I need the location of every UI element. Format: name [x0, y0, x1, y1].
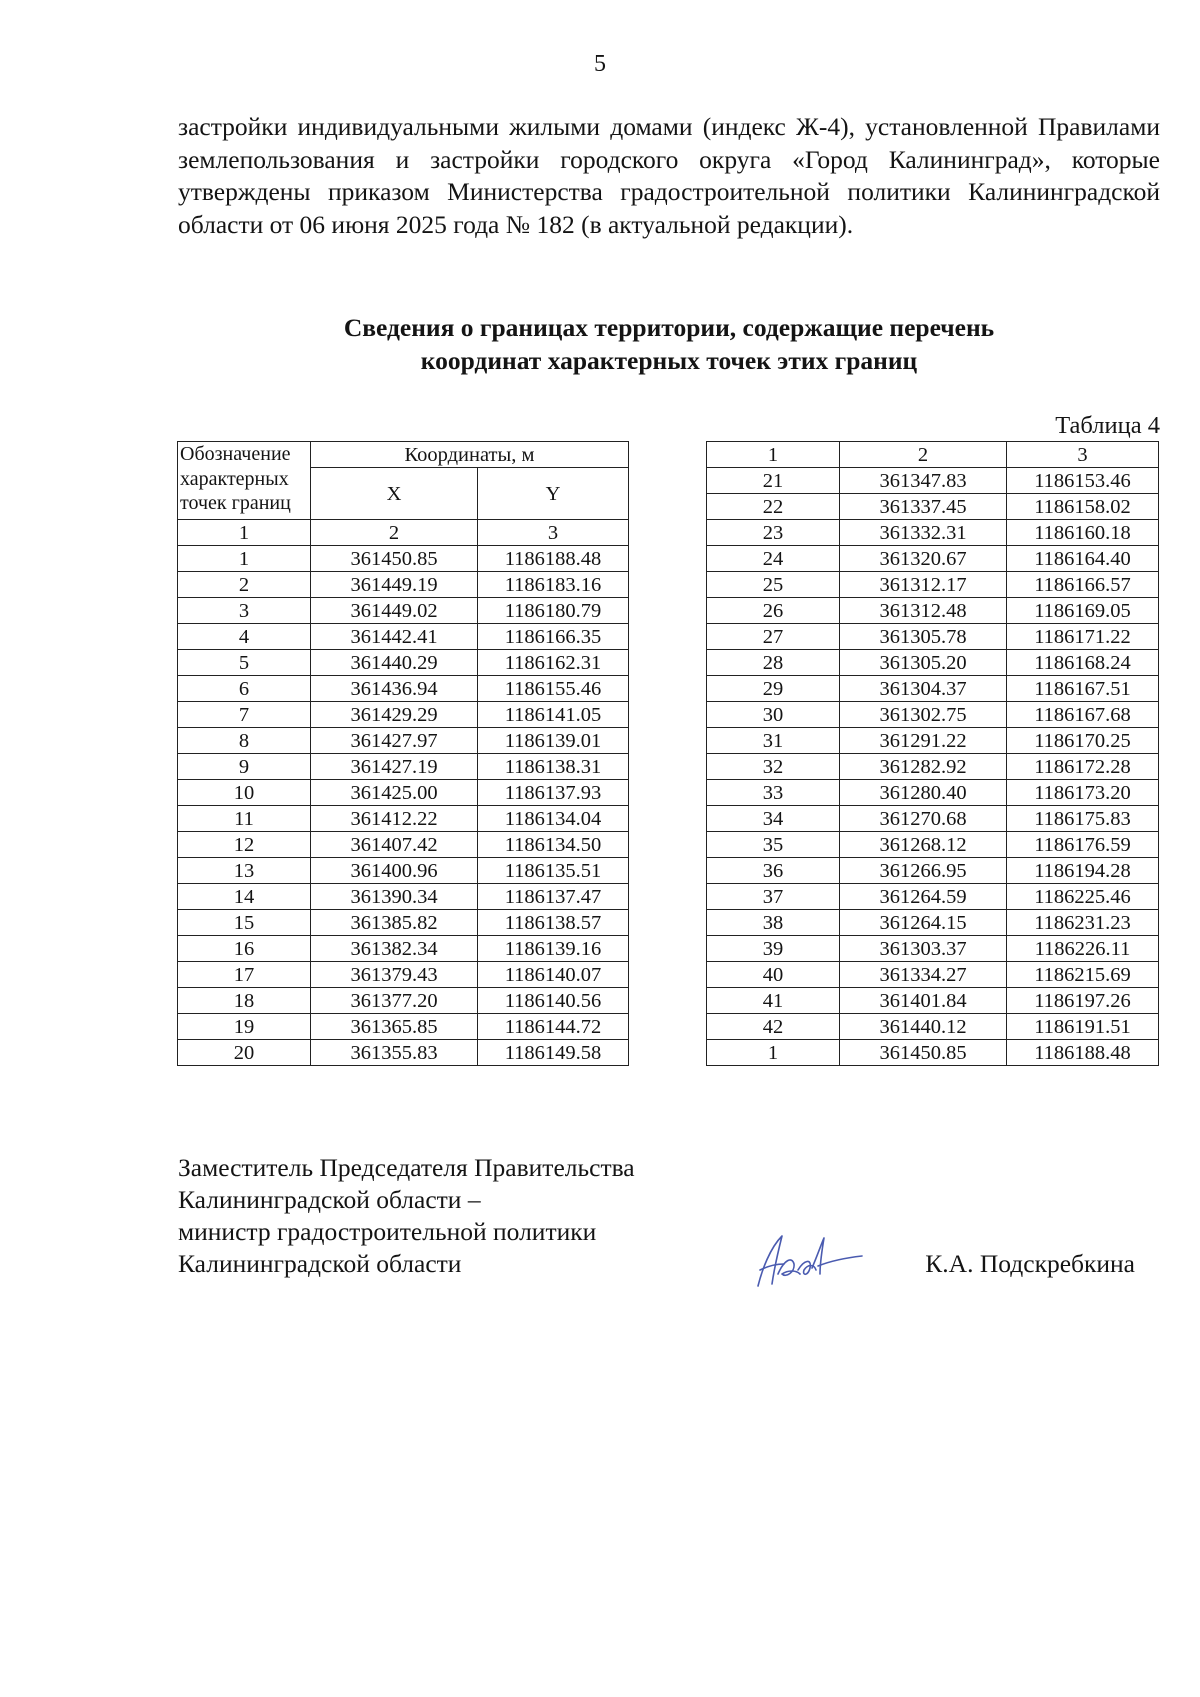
y-coordinate-cell: 1186188.48: [1007, 1040, 1159, 1066]
point-number-cell: 41: [707, 988, 840, 1014]
table-row: [707, 494, 1159, 520]
x-coordinate-cell: 361379.43: [311, 962, 478, 988]
table-row: [707, 780, 1159, 806]
y-coordinate-cell: 1186173.20: [1007, 780, 1159, 806]
point-number-cell: 7: [178, 702, 311, 728]
table-caption: Таблица 4: [1055, 412, 1160, 439]
column-number-row: [178, 520, 629, 546]
y-coordinate-cell: 1186225.46: [1007, 884, 1159, 910]
y-coordinate-cell: 1186153.46: [1007, 468, 1159, 494]
table-row: [178, 754, 629, 780]
point-number-cell: 13: [178, 858, 311, 884]
x-coordinate-cell: 361365.85: [311, 1014, 478, 1040]
table-row: [707, 1014, 1159, 1040]
point-number-cell: 28: [707, 650, 840, 676]
table-row: [707, 806, 1159, 832]
y-coordinate-cell: 1186140.56: [478, 988, 629, 1014]
coordinates-table-left: [177, 441, 629, 1066]
x-coordinate-cell: 361449.19: [311, 572, 478, 598]
y-coordinate-cell: 1186231.23: [1007, 910, 1159, 936]
x-coordinate-cell: 361268.12: [840, 832, 1007, 858]
x-coordinate-cell: 361450.85: [311, 546, 478, 572]
x-coordinate-cell: 361377.20: [311, 988, 478, 1014]
y-coordinate-cell: 1186172.28: [1007, 754, 1159, 780]
table-header-row: [178, 442, 629, 468]
page-number: 5: [594, 51, 606, 77]
y-coordinate-cell: 1186167.51: [1007, 676, 1159, 702]
y-coordinate-cell: 1186140.07: [478, 962, 629, 988]
y-coordinate-cell: 1186134.04: [478, 806, 629, 832]
y-coordinate-cell: 1186197.26: [1007, 988, 1159, 1014]
point-number-cell: 14: [178, 884, 311, 910]
x-coordinate-cell: 361270.68: [840, 806, 1007, 832]
signatory-line-2: Калининградской области –: [178, 1185, 481, 1214]
table-row: [707, 910, 1159, 936]
x-coordinate-cell: 361407.42: [311, 832, 478, 858]
y-coordinate-cell: 1186162.31: [478, 650, 629, 676]
column-number: 2: [311, 520, 478, 546]
point-number-cell: 36: [707, 858, 840, 884]
y-coordinate-cell: 1186168.24: [1007, 650, 1159, 676]
y-coordinate-cell: 1186169.05: [1007, 598, 1159, 624]
header-y: Y: [478, 468, 629, 520]
x-coordinate-cell: 361304.37: [840, 676, 1007, 702]
x-coordinate-cell: 361427.97: [311, 728, 478, 754]
table-row: [178, 832, 629, 858]
point-number-cell: 35: [707, 832, 840, 858]
point-number-cell: 9: [178, 754, 311, 780]
point-number-cell: 20: [178, 1040, 311, 1066]
point-number-cell: 16: [178, 936, 311, 962]
handwritten-signature: [748, 1230, 866, 1292]
y-coordinate-cell: 1186215.69: [1007, 962, 1159, 988]
table-row: [707, 884, 1159, 910]
table-row: [178, 1040, 629, 1066]
point-number-cell: 2: [178, 572, 311, 598]
y-coordinate-cell: 1186191.51: [1007, 1014, 1159, 1040]
y-coordinate-cell: 1186194.28: [1007, 858, 1159, 884]
x-coordinate-cell: 361312.48: [840, 598, 1007, 624]
x-coordinate-cell: 361303.37: [840, 936, 1007, 962]
column-number: 3: [1007, 442, 1159, 468]
x-coordinate-cell: 361355.83: [311, 1040, 478, 1066]
table-row: [178, 676, 629, 702]
y-coordinate-cell: 1186138.57: [478, 910, 629, 936]
x-coordinate-cell: 361382.34: [311, 936, 478, 962]
point-number-cell: 19: [178, 1014, 311, 1040]
y-coordinate-cell: 1186137.47: [478, 884, 629, 910]
point-number-cell: 6: [178, 676, 311, 702]
table-row: [178, 728, 629, 754]
x-coordinate-cell: 361332.31: [840, 520, 1007, 546]
point-number-cell: 4: [178, 624, 311, 650]
table-row: [178, 650, 629, 676]
table-row: [707, 1040, 1159, 1066]
point-number-cell: 18: [178, 988, 311, 1014]
column-number: 1: [178, 520, 311, 546]
y-coordinate-cell: 1186167.68: [1007, 702, 1159, 728]
table-row: [707, 728, 1159, 754]
x-coordinate-cell: 361425.00: [311, 780, 478, 806]
point-number-cell: 1: [707, 1040, 840, 1066]
point-number-cell: 26: [707, 598, 840, 624]
signer-name: К.А. Подскребкина: [925, 1249, 1135, 1278]
table-row: [707, 520, 1159, 546]
y-coordinate-cell: 1186138.31: [478, 754, 629, 780]
table-row: [707, 546, 1159, 572]
y-coordinate-cell: 1186144.72: [478, 1014, 629, 1040]
y-coordinate-cell: 1186176.59: [1007, 832, 1159, 858]
header-coordinates: Координаты, м: [311, 442, 629, 468]
y-coordinate-cell: 1186171.22: [1007, 624, 1159, 650]
header-x: X: [311, 468, 478, 520]
x-coordinate-cell: 361305.20: [840, 650, 1007, 676]
point-number-cell: 22: [707, 494, 840, 520]
x-coordinate-cell: 361449.02: [311, 598, 478, 624]
point-number-cell: 34: [707, 806, 840, 832]
y-coordinate-cell: 1186188.48: [478, 546, 629, 572]
x-coordinate-cell: 361385.82: [311, 910, 478, 936]
point-number-cell: 8: [178, 728, 311, 754]
y-coordinate-cell: 1186139.16: [478, 936, 629, 962]
header-point-label: Обозначение характерных точек границ: [178, 442, 311, 520]
y-coordinate-cell: 1186149.58: [478, 1040, 629, 1066]
y-coordinate-cell: 1186164.40: [1007, 546, 1159, 572]
y-coordinate-cell: 1186158.02: [1007, 494, 1159, 520]
point-number-cell: 42: [707, 1014, 840, 1040]
point-number-cell: 15: [178, 910, 311, 936]
table-row: [178, 1014, 629, 1040]
point-number-cell: 27: [707, 624, 840, 650]
table-row: [707, 988, 1159, 1014]
section-title-line-2: координат характерных точек этих границ: [420, 346, 918, 375]
y-coordinate-cell: 1186155.46: [478, 676, 629, 702]
table-row: [178, 988, 629, 1014]
y-coordinate-cell: 1186134.50: [478, 832, 629, 858]
point-number-cell: 11: [178, 806, 311, 832]
x-coordinate-cell: 361436.94: [311, 676, 478, 702]
point-number-cell: 25: [707, 572, 840, 598]
y-coordinate-cell: 1186183.16: [478, 572, 629, 598]
x-coordinate-cell: 361266.95: [840, 858, 1007, 884]
x-coordinate-cell: 361401.84: [840, 988, 1007, 1014]
x-coordinate-cell: 361412.22: [311, 806, 478, 832]
table-row: [707, 676, 1159, 702]
point-number-cell: 24: [707, 546, 840, 572]
x-coordinate-cell: 361264.59: [840, 884, 1007, 910]
y-coordinate-cell: 1186139.01: [478, 728, 629, 754]
point-number-cell: 33: [707, 780, 840, 806]
y-coordinate-cell: 1186175.83: [1007, 806, 1159, 832]
table-body-right: [707, 468, 1159, 1066]
table-row: [707, 650, 1159, 676]
table-row: [707, 572, 1159, 598]
table-row: [178, 858, 629, 884]
x-coordinate-cell: 361312.17: [840, 572, 1007, 598]
x-coordinate-cell: 361302.75: [840, 702, 1007, 728]
x-coordinate-cell: 361442.41: [311, 624, 478, 650]
table-body-left: [178, 546, 629, 1066]
point-number-cell: 12: [178, 832, 311, 858]
x-coordinate-cell: 361264.15: [840, 910, 1007, 936]
x-coordinate-cell: 361390.34: [311, 884, 478, 910]
table-row: [178, 702, 629, 728]
table-row: [707, 858, 1159, 884]
point-number-cell: 5: [178, 650, 311, 676]
point-number-cell: 32: [707, 754, 840, 780]
point-number-cell: 39: [707, 936, 840, 962]
x-coordinate-cell: 361280.40: [840, 780, 1007, 806]
point-number-cell: 21: [707, 468, 840, 494]
column-number-row: [707, 442, 1159, 468]
y-coordinate-cell: 1186137.93: [478, 780, 629, 806]
column-number: 2: [840, 442, 1007, 468]
table-row: [178, 806, 629, 832]
table-row: [178, 572, 629, 598]
signatory-line-4: Калининградской области: [178, 1249, 462, 1278]
section-title-line-1: Сведения о границах территории, содержащие перечень: [343, 313, 995, 342]
x-coordinate-cell: 361440.12: [840, 1014, 1007, 1040]
x-coordinate-cell: 361450.85: [840, 1040, 1007, 1066]
point-number-cell: 23: [707, 520, 840, 546]
point-number-cell: 10: [178, 780, 311, 806]
table-row: [178, 780, 629, 806]
section-title: [178, 311, 1160, 377]
x-coordinate-cell: 361347.83: [840, 468, 1007, 494]
x-coordinate-cell: 361305.78: [840, 624, 1007, 650]
point-number-cell: 3: [178, 598, 311, 624]
y-coordinate-cell: 1186226.11: [1007, 936, 1159, 962]
signatory-title: [178, 1152, 635, 1280]
column-number: 3: [478, 520, 629, 546]
point-number-cell: 17: [178, 962, 311, 988]
table-row: [178, 546, 629, 572]
x-coordinate-cell: 361337.45: [840, 494, 1007, 520]
table-row: [178, 936, 629, 962]
point-number-cell: 37: [707, 884, 840, 910]
table-row: [178, 884, 629, 910]
y-coordinate-cell: 1186160.18: [1007, 520, 1159, 546]
table-row: [707, 832, 1159, 858]
point-number-cell: 31: [707, 728, 840, 754]
table-row: [707, 754, 1159, 780]
x-coordinate-cell: 361440.29: [311, 650, 478, 676]
table-row: [707, 468, 1159, 494]
table-row: [707, 702, 1159, 728]
point-number-cell: 29: [707, 676, 840, 702]
body-paragraph: застройки индивидуальными жилыми домами (индекс Ж-4), установленной Правилами землепользования и застройки городского округа «Город Калининград», которые утверждены приказом Министерства градостроительной политики Калининградской области от 06 июня 2025 года № 182 (в актуальной редакции).: [178, 112, 1160, 239]
coordinates-table-right: [706, 441, 1159, 1066]
table-row: [707, 962, 1159, 988]
x-coordinate-cell: 361429.29: [311, 702, 478, 728]
point-number-cell: 30: [707, 702, 840, 728]
x-coordinate-cell: 361427.19: [311, 754, 478, 780]
x-coordinate-cell: 361400.96: [311, 858, 478, 884]
y-coordinate-cell: 1186180.79: [478, 598, 629, 624]
signatory-line-3: министр градостроительной политики: [178, 1217, 597, 1246]
table-row: [707, 598, 1159, 624]
x-coordinate-cell: 361282.92: [840, 754, 1007, 780]
x-coordinate-cell: 361291.22: [840, 728, 1007, 754]
point-number-cell: 1: [178, 546, 311, 572]
y-coordinate-cell: 1186141.05: [478, 702, 629, 728]
table-row: [178, 962, 629, 988]
y-coordinate-cell: 1186170.25: [1007, 728, 1159, 754]
x-coordinate-cell: 361320.67: [840, 546, 1007, 572]
point-number-cell: 38: [707, 910, 840, 936]
y-coordinate-cell: 1186166.35: [478, 624, 629, 650]
point-number-cell: 40: [707, 962, 840, 988]
column-number: 1: [707, 442, 840, 468]
x-coordinate-cell: 361334.27: [840, 962, 1007, 988]
table-row: [707, 936, 1159, 962]
table-row: [178, 910, 629, 936]
table-row: [707, 624, 1159, 650]
y-coordinate-cell: 1186166.57: [1007, 572, 1159, 598]
y-coordinate-cell: 1186135.51: [478, 858, 629, 884]
table-row: [178, 598, 629, 624]
table-row: [178, 624, 629, 650]
signatory-line-1: Заместитель Председателя Правительства: [178, 1153, 635, 1182]
